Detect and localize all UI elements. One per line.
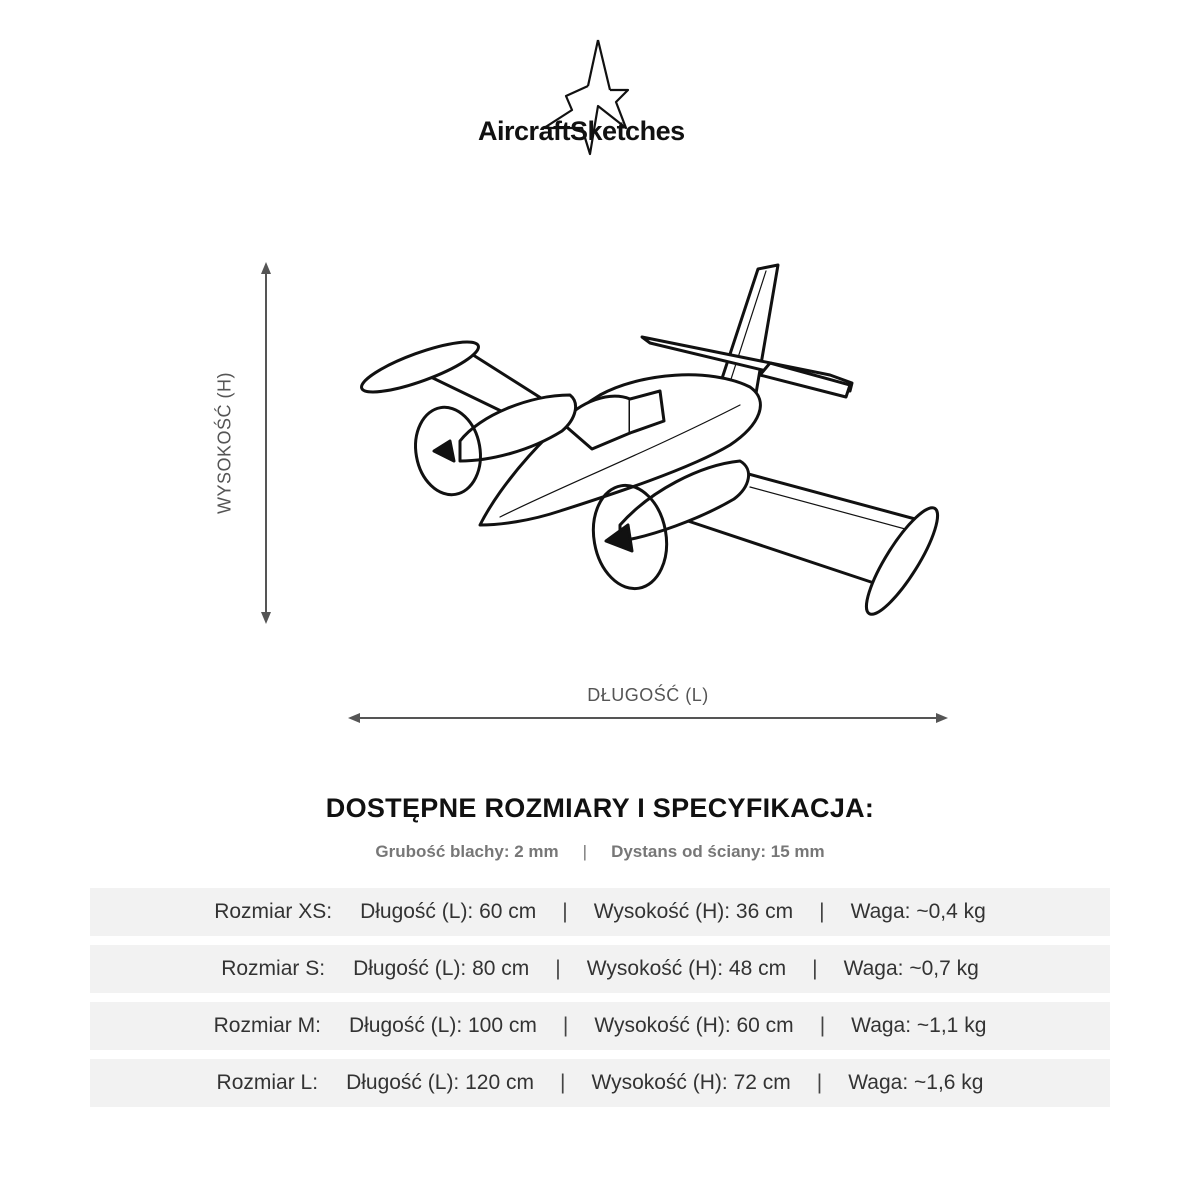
separator: |: [562, 1014, 569, 1037]
size-height: Wysokość (H): 48 cm: [586, 957, 787, 980]
height-dimension-arrow: [258, 262, 274, 624]
separator: |: [819, 1014, 826, 1037]
aircraft-illustration: [330, 255, 970, 635]
separator: |: [812, 957, 818, 980]
size-name: Rozmiar XS:: [214, 900, 333, 923]
size-name: Rozmiar L:: [216, 1071, 319, 1094]
length-dimension-arrow: [348, 712, 948, 724]
separator: |: [555, 957, 561, 980]
sheet-thickness: Grubość blachy: 2 mm: [375, 842, 559, 861]
spec-subtitle: [0, 842, 1200, 862]
separator: |: [816, 1071, 823, 1094]
separator: |: [562, 900, 568, 923]
size-height: Wysokość (H): 36 cm: [593, 900, 794, 923]
size-weight: Waga: ~1,1 kg: [851, 1014, 987, 1037]
separator: |: [559, 1071, 566, 1094]
spec-title: DOSTĘPNE ROZMIARY I SPECYFIKACJA:: [325, 793, 875, 823]
size-row-m: [90, 1002, 1110, 1050]
size-height: Wysokość (H): 72 cm: [591, 1071, 791, 1094]
length-label: DŁUGOŚĆ (L): [587, 685, 709, 705]
size-weight: Waga: ~0,4 kg: [850, 900, 986, 923]
size-height: Wysokość (H): 60 cm: [594, 1014, 794, 1037]
height-label: WYSOKOŚĆ (H): [214, 371, 235, 515]
separator: |: [582, 842, 588, 861]
size-length: Długość (L): 120 cm: [346, 1071, 534, 1094]
size-weight: Waga: ~1,6 kg: [848, 1071, 984, 1094]
size-length: Długość (L): 100 cm: [348, 1014, 537, 1037]
brand-logo: [470, 36, 730, 160]
size-name: Rozmiar S:: [221, 957, 326, 980]
separator: |: [819, 900, 825, 923]
wall-distance: Dystans od ściany: 15 mm: [611, 842, 825, 861]
size-length: Długość (L): 80 cm: [353, 957, 530, 980]
size-name: Rozmiar M:: [213, 1014, 321, 1037]
brand-logo-text: AircraftSketches: [478, 116, 685, 146]
size-row-l: [90, 1059, 1110, 1107]
size-row-s: [90, 945, 1110, 993]
size-length: Długość (L): 60 cm: [360, 900, 537, 923]
size-weight: Waga: ~0,7 kg: [843, 957, 979, 980]
size-row-xs: [90, 888, 1110, 936]
